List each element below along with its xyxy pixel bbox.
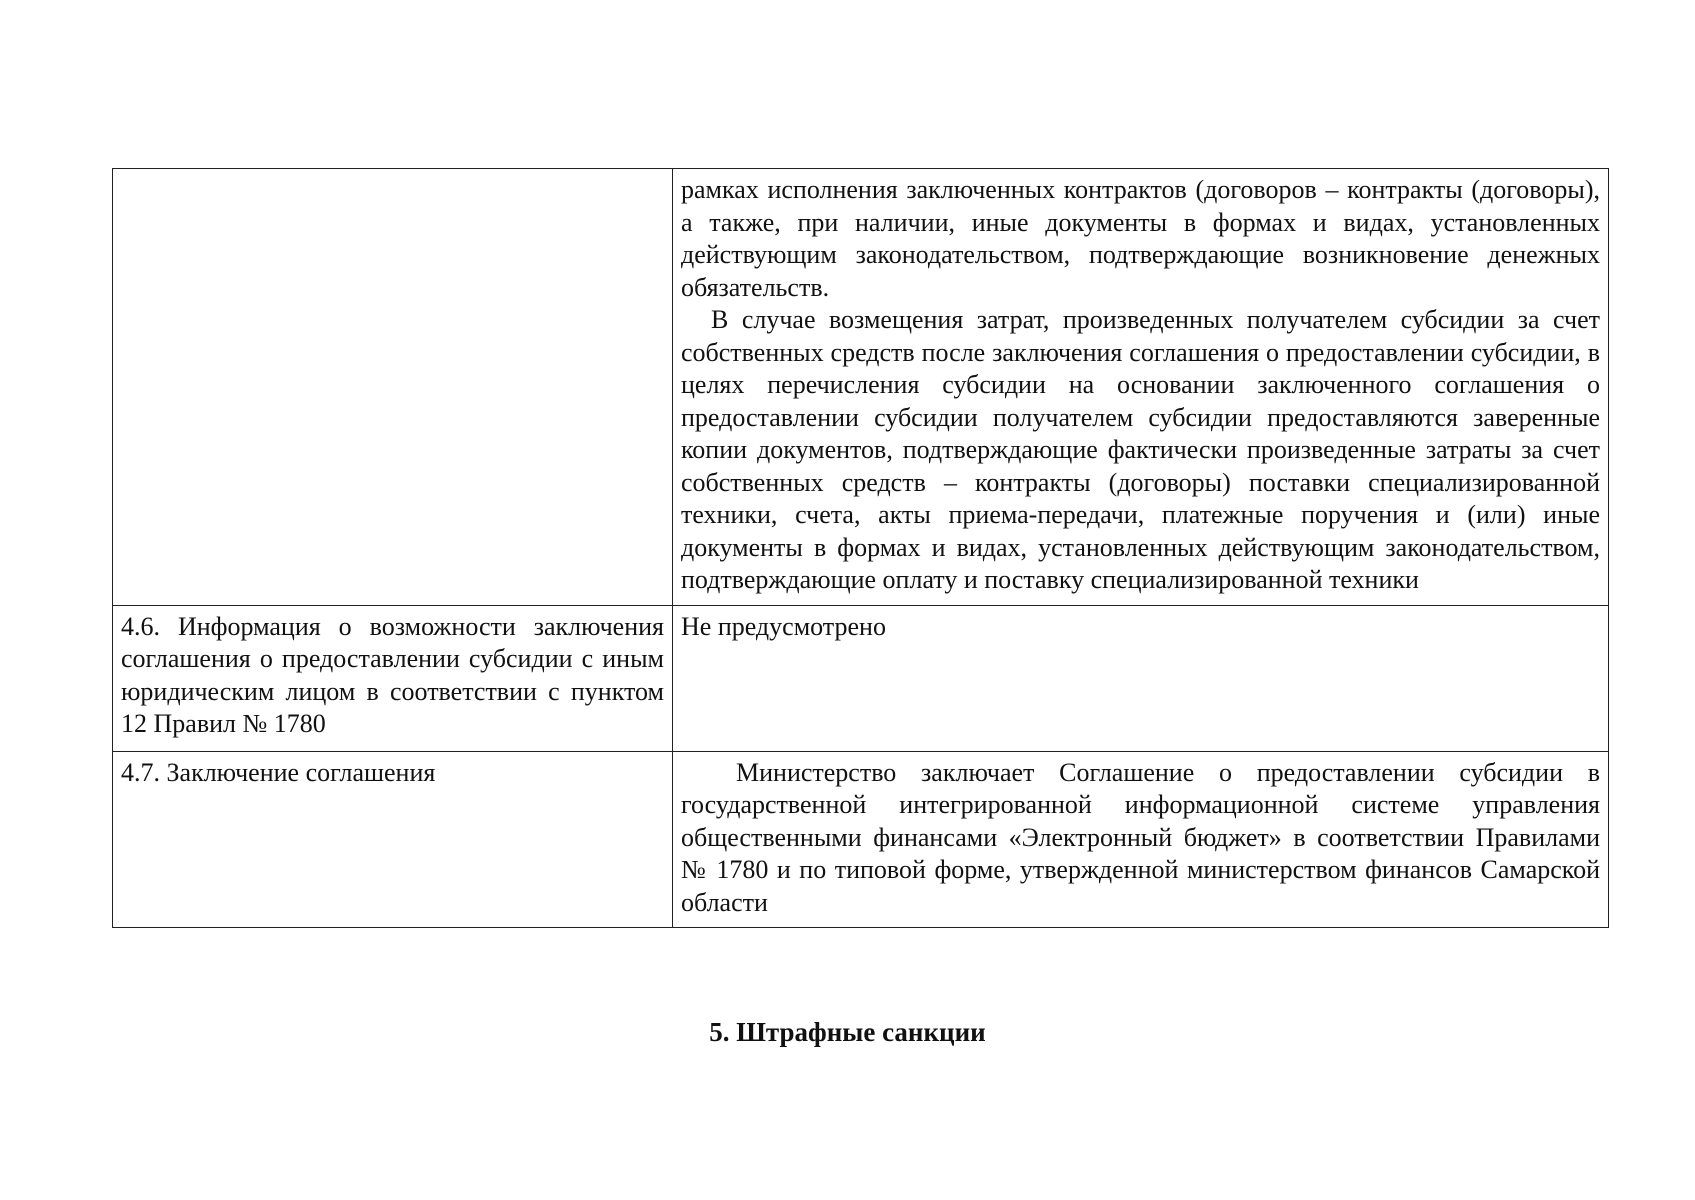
table-cell-value-4-7 xyxy=(673,751,1609,928)
table-cell-label-4-6 xyxy=(113,605,673,751)
section-title: 5. Штрафные санкции xyxy=(709,1017,986,1047)
table-cell-value-4-6 xyxy=(673,605,1609,751)
table-cell-label-4-7 xyxy=(113,751,673,928)
table-cell-documents-description xyxy=(673,169,1609,606)
label-4-7: 4.7. Заключение соглашения xyxy=(121,757,436,787)
table-row-4-7 xyxy=(113,751,1609,928)
value-4-6: Не предусмотрено xyxy=(681,611,886,641)
value-4-7: Министерство заключает Соглашение о предоставлении субсидии в государственной интегрированной информационной системе управления общественными финансами «Электронный бюджет» в соответствии Правилами № 1780 и по типовой форме, утвержденной министерством финансов Самарской области xyxy=(681,757,1600,917)
table-row-continuation xyxy=(113,169,1609,606)
paragraph-reimbursement: В случае возмещения затрат, произведенных получателем субсидии за счет собственных средств после заключения соглашения о предоставлении субсидии, в целях перечисления субсидии на основании заключенного соглашения о предоставлении субсидии получателем субсидии предоставляются заверенные копии документов, подтверждающие фактически произведенные затраты за счет собственных средств – контракты (договоры) поставки специализированной техники, счета, акты приема-передачи, платежные поручения и (или) иные документы в формах и видах, установленных действующим законодательством, подтверждающие оплату и поставку специализированной техники xyxy=(681,305,1600,594)
paragraph-documents-continuation: рамках исполнения заключенных контрактов (договоров – контракты (договоры), а также, при наличии, иные документы в формах и видах, установленных действующим законодательством, подтверждающие возникновение денежных обязательств. xyxy=(681,175,1600,302)
document-table xyxy=(112,168,1609,928)
label-4-6: 4.6. Информация о возможности заключения соглашения о предоставлении субсидии с иным юридическим лицом в соответствии с пунктом 12 Правил № 1780 xyxy=(121,611,664,738)
table-row-4-6 xyxy=(113,605,1609,751)
table-cell-left-empty xyxy=(113,169,673,606)
